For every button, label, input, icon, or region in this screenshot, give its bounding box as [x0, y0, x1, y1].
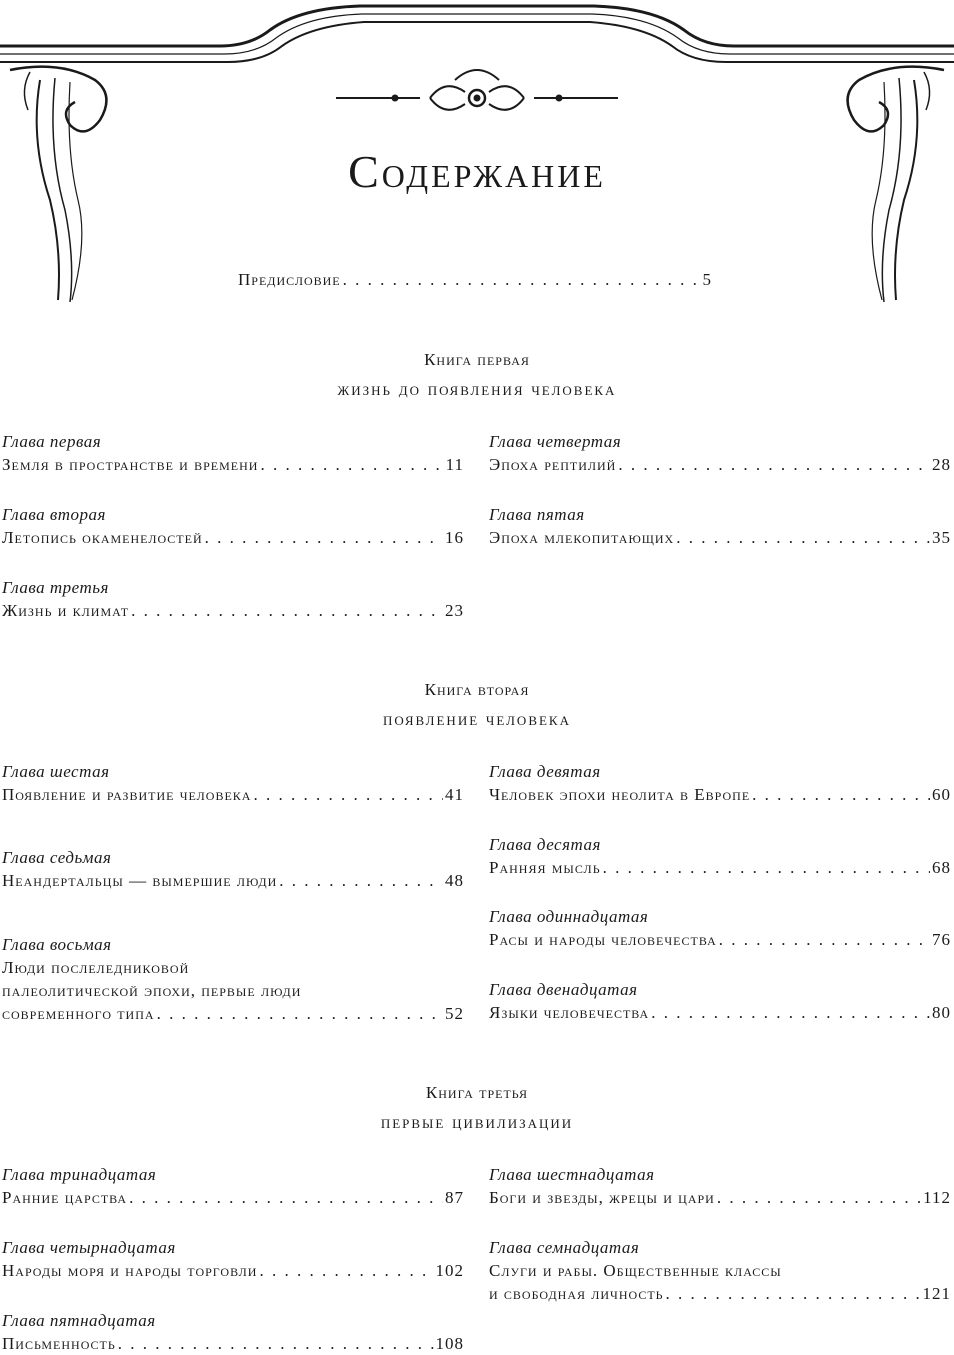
chapter-title-line: Люди послеледниковой	[2, 958, 190, 977]
chapter-title: Боги и звезды, жрецы и цари	[489, 1188, 715, 1207]
toc-entry[interactable]	[489, 760, 951, 806]
page-number: 102	[435, 1261, 464, 1280]
book-title: первые цивилизации	[380, 1112, 574, 1133]
page-number: 87	[445, 1188, 464, 1207]
chapter-title-line: Слуги и рабы. Общественные классы	[489, 1261, 782, 1280]
toc-entry[interactable]	[2, 430, 464, 476]
chapter-label: Глава шестая	[2, 762, 110, 781]
chapter-label: Глава девятая	[489, 762, 601, 781]
chapter-label: Глава восьмая	[2, 935, 112, 954]
page-number: 112	[923, 1188, 951, 1207]
page-number: 16	[445, 528, 464, 547]
chapter-label: Глава пятая	[489, 505, 585, 524]
toc-entry[interactable]	[2, 576, 464, 622]
leader-dots	[343, 270, 701, 290]
book-label: Книга вторая	[424, 680, 530, 699]
chapter-title: Письменность	[2, 1334, 116, 1353]
chapter-label: Глава пятнадцатая	[2, 1311, 156, 1330]
book-title: появление человека	[382, 709, 571, 730]
chapter-label: Глава вторая	[2, 505, 106, 524]
page-number: 76	[932, 930, 951, 949]
chapter-title: Расы и народы человечества	[489, 930, 717, 949]
chapter-title: Языки человечества	[489, 1003, 650, 1022]
page-number: 48	[445, 871, 464, 890]
page-number: 68	[932, 858, 951, 877]
toc-entry[interactable]	[2, 846, 464, 892]
page-number: 28	[932, 455, 951, 474]
page-number: 35	[932, 528, 951, 547]
chapter-title: Появление и развитие человека	[2, 785, 252, 804]
book-label: Книга третья	[425, 1083, 529, 1102]
toc-entry[interactable]	[2, 1236, 464, 1282]
chapter-label: Глава семнадцатая	[489, 1238, 640, 1257]
page-number: 23	[445, 601, 464, 620]
book-title: жизнь до появления человека	[337, 379, 617, 400]
page-number: 121	[922, 1284, 951, 1303]
toc-entry[interactable]	[489, 978, 951, 1024]
toc-entry[interactable]	[489, 1236, 951, 1305]
toc-entry[interactable]	[489, 1163, 951, 1209]
page-number: 41	[445, 785, 464, 804]
chapter-title: Ранняя мысль	[489, 858, 601, 877]
chapter-label: Глава третья	[2, 578, 109, 597]
chapter-label: Глава седьмая	[2, 848, 112, 867]
toc-entry[interactable]	[2, 1309, 464, 1355]
toc-entry[interactable]	[2, 760, 464, 806]
chapter-title: современного типа	[2, 1004, 155, 1023]
chapter-label: Глава одиннадцатая	[489, 907, 649, 926]
page-number: 80	[932, 1003, 951, 1022]
page-number: 108	[435, 1334, 464, 1353]
book-3-heading	[0, 1083, 954, 1134]
page-title: Содержание	[348, 146, 606, 197]
chapter-label: Глава десятая	[489, 835, 601, 854]
preface-label: Предисловие	[238, 270, 341, 289]
chapter-title: Летопись окаменелостей	[2, 528, 203, 547]
toc-entry[interactable]	[489, 833, 951, 879]
chapter-label: Глава четвертая	[489, 432, 622, 451]
chapter-title: Жизнь и климат	[2, 601, 130, 620]
toc-entry[interactable]	[2, 933, 464, 1025]
toc-preface[interactable]	[238, 270, 712, 290]
chapter-title: Земля в пространстве и времени	[2, 455, 259, 474]
toc-entry[interactable]	[2, 503, 464, 549]
chapter-title: Человек эпохи неолита в Европе	[489, 785, 751, 804]
chapter-label: Глава шестнадцатая	[489, 1165, 655, 1184]
chapter-label: Глава тринадцатая	[2, 1165, 157, 1184]
book-1-heading	[0, 350, 954, 401]
chapter-label: Глава четырнадцатая	[2, 1238, 176, 1257]
preface-page: 5	[702, 270, 712, 289]
toc-entry[interactable]	[489, 430, 951, 476]
page-number: 52	[445, 1004, 464, 1023]
toc-entry[interactable]	[489, 905, 951, 951]
book-2-heading	[0, 680, 954, 731]
book-label: Книга первая	[424, 350, 530, 369]
chapter-title: Эпоха млекопитающих	[489, 528, 675, 547]
page-number: 11	[445, 455, 464, 474]
chapter-title: и свободная личность	[489, 1284, 664, 1303]
chapter-title-line: палеолитической эпохи, первые люди	[2, 981, 302, 1000]
chapter-title: Неандертальцы — вымершие люди	[2, 871, 278, 890]
page-number: 60	[932, 785, 951, 804]
chapter-title: Народы моря и народы торговли	[2, 1261, 258, 1280]
chapter-title: Эпоха рептилий	[489, 455, 617, 474]
chapter-label: Глава первая	[2, 432, 102, 451]
chapter-title: Ранние царства	[2, 1188, 128, 1207]
toc-entry[interactable]	[2, 1163, 464, 1209]
toc-entry[interactable]	[489, 503, 951, 549]
chapter-label: Глава двенадцатая	[489, 980, 638, 999]
